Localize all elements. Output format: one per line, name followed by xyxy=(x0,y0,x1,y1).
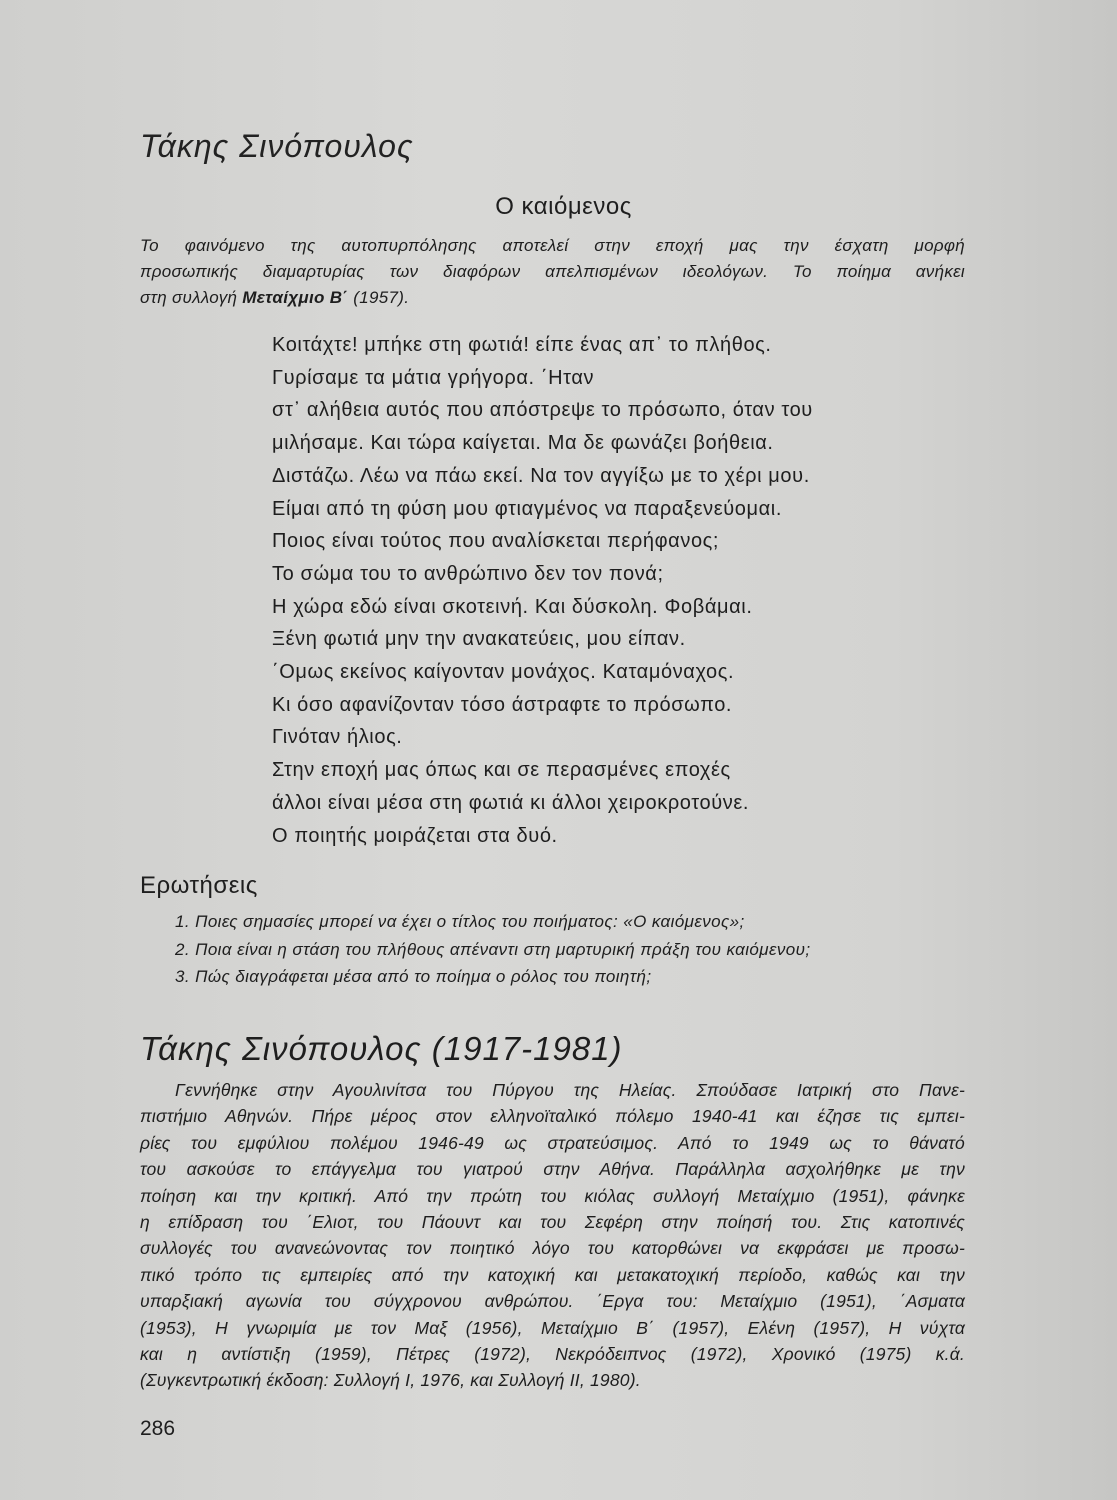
poem-line: Στην εποχή μας όπως και σε περασμένες εποχές xyxy=(272,759,731,782)
questions-heading: Ερωτήσεις xyxy=(140,872,258,899)
intro-line: προσωπικής διαμαρτυρίας των διαφόρων απελπισμένων ιδεολόγων. Το ποίημα ανήκει xyxy=(140,262,965,281)
intro-text: στη συλλογή xyxy=(140,288,238,307)
poem-line: στ᾽ αλήθεια αυτός που απόστρεψε το πρόσωπο, όταν του xyxy=(272,399,813,422)
collection-name: Μεταίχμιο Β΄ xyxy=(242,288,349,307)
poem-line: ΄Ομως εκείνος καίγονταν μονάχος. Καταμόναχος. xyxy=(272,661,735,683)
poem-line: Το σώμα του το ανθρώπινο δεν τον πονά; xyxy=(272,562,664,585)
poem-line: μιλήσαμε. Και τώρα καίγεται. Μα δε φωνάζει βοήθεια. xyxy=(272,432,774,455)
bio-line: (Συγκεντρωτική έκδοση: Συλλογή Ι, 1976, και Συλλογή ΙΙ, 1980). xyxy=(140,1370,641,1391)
poem-line: Η χώρα εδώ είναι σκοτεινή. Και δύσκολη. Φοβάμαι. xyxy=(272,595,753,618)
intro-year: (1957). xyxy=(353,288,410,307)
bio-line: (1953), Η γνωριμία με τον Μαξ (1956), Μεταίχμιο Β΄ (1957), Ελένη (1957), Η νύχτα xyxy=(140,1317,965,1338)
poem-line: Διστάζω. Λέω να πάω εκεί. Να τον αγγίξω με το χέρι μου. xyxy=(272,464,810,487)
bio-line: η επίδραση του ΄Ελιοτ, του Πάουντ και του Σεφέρη στην ποίησή του. Στις κατοπινές xyxy=(140,1212,965,1232)
poem-line: Κοιτάχτε! μπήκε στη φωτιά! είπε ένας απ᾽ το πλήθος. xyxy=(272,334,772,356)
poem-line: Είμαι από τη φύση μου φτιαγμένος να παραξενεύομαι. xyxy=(272,497,782,520)
bio-heading: Τάκης Σινόπουλος (1917-1981) xyxy=(140,1030,623,1067)
question: 1. Ποιες σημασίες μπορεί να έχει ο τίτλος του ποιήματος: «Ο καιόμενος»; xyxy=(175,912,745,931)
poem-line: Γυρίσαμε τα μάτια γρήγορα. ΄Ηταν xyxy=(272,366,595,389)
bio-line: ποίηση και την κριτική. Από την πρώτη του κιόλας συλλογή Μεταίχμιο (1951), φάνηκε xyxy=(140,1185,965,1206)
author-heading: Τάκης Σινόπουλος xyxy=(140,128,414,164)
poem-line: Γινόταν ήλιος. xyxy=(272,726,403,749)
poem-title-text: Ο καιόμενος xyxy=(495,193,632,220)
intro-line: Το φαινόμενο της αυτοπυρπόλησης αποτελεί στην εποχή μας την έσχατη μορφή xyxy=(140,236,965,255)
poem-title xyxy=(0,193,1117,221)
page-number: 286 xyxy=(140,1417,176,1440)
bio-line: ρίες του εμφύλιου πολέμου 1946-49 ως στρατεύσιμος. Από το 1949 ως το θάνατό xyxy=(140,1132,965,1153)
poem-line: Ξένη φωτιά μην την ανακατεύεις, μου είπαν. xyxy=(272,628,686,651)
poem-line: άλλοι είναι μέσα στη φωτιά κι άλλοι χειροκροτούνε. xyxy=(272,791,750,814)
bio-line: πικό τρόπο τις εμπειρίες από την κατοχική και μετακατοχική περίοδο, καθώς και την xyxy=(140,1264,965,1285)
bio-line: υπαρξιακή αγωνία του σύγχρονου ανθρώπου. ΄Εργα του: Μεταίχμιο (1951), ΄Ασματα xyxy=(140,1291,965,1312)
poem-line: Ποιος είναι τούτος που αναλίσκεται περήφανος; xyxy=(272,530,720,553)
poem-line: Ο ποιητής μοιράζεται στα δυό. xyxy=(272,824,558,847)
bio-line: και η αντίστιξη (1959), Πέτρες (1972), Νεκρόδειπνος (1972), Χρονικό (1975) κ.ά. xyxy=(140,1344,965,1364)
bio-line: πιστήμιο Αθηνών. Πήρε μέρος στον ελληνοϊταλικό πόλεμο 1940-41 και έζησε τις εμπει- xyxy=(140,1106,965,1127)
question: 3. Πώς διαγράφεται μέσα από το ποίημα ο ρόλος του ποιητή; xyxy=(175,967,652,986)
intro-line xyxy=(140,288,965,308)
question: 2. Ποια είναι η στάση του πλήθους απέναντι στη μαρτυρική πράξη του καιόμενου; xyxy=(175,940,811,959)
bio-line: συλλογές του ανανεώνοντας τον ποιητικό λόγο του κατορθώνει να εκφράσει με προσω- xyxy=(140,1238,965,1259)
bio-line: του ασκούσε το επάγγελμα του γιατρού στην Αθήνα. Παράλληλα ασχολήθηκε με την xyxy=(140,1159,965,1180)
poem-line: Κι όσο αφανίζονταν τόσο άστραφτε το πρόσωπο. xyxy=(272,693,733,716)
bio-line: Γεννήθηκε στην Αγουλινίτσα του Πύργου της Ηλείας. Σπούδασε Ιατρική στο Πανε- xyxy=(175,1080,965,1100)
